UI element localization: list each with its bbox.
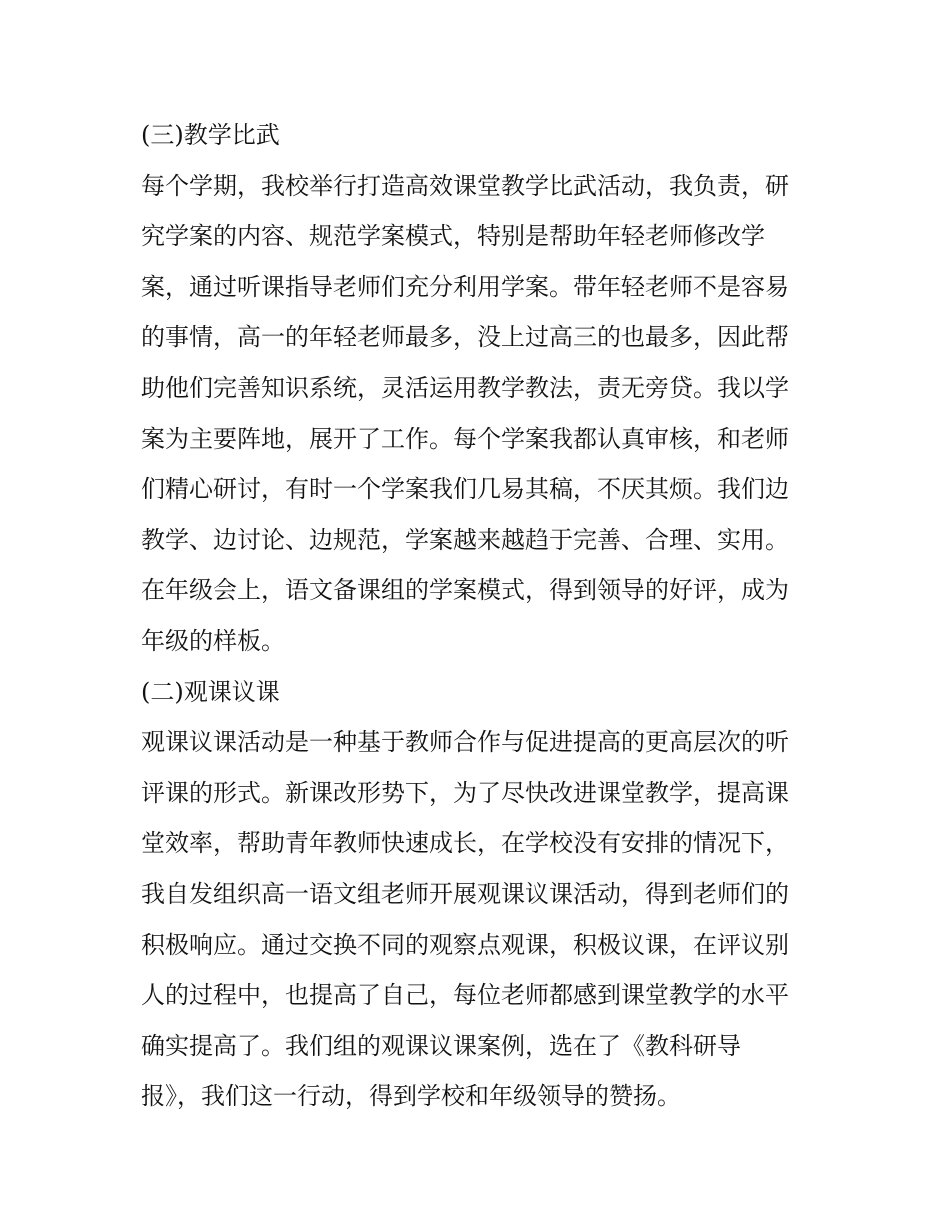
paragraph-line: 年级的样板。 — [141, 626, 285, 655]
paragraph-line: 确实提高了。我们组的观课议课案例，选在了《教科研导 — [141, 1031, 741, 1060]
paragraph-line: 我自发组织高一语文组老师开展观课议课活动，得到老师们的 — [141, 879, 789, 908]
paragraph-line: 们精心研讨，有时一个学案我们几易其稿，不厌其烦。我们边 — [141, 475, 789, 504]
section-heading-teaching-contest: (三)教学比武 — [141, 121, 280, 149]
section-paragraph-teaching-contest — [141, 161, 821, 667]
paragraph-line: 在年级会上，语文备课组的学案模式，得到领导的好评，成为 — [141, 576, 789, 605]
section-paragraph-lesson-observation — [141, 717, 821, 1122]
paragraph-line: 报》，我们这一行动，得到学校和年级领导的赞扬。 — [141, 1082, 681, 1111]
document-body — [141, 110, 821, 1122]
paragraph-line: 堂效率，帮助青年教师快速成长，在学校没有安排的情况下， — [141, 829, 789, 858]
paragraph-line: 观课议课活动是一种基于教师合作与促进提高的更高层次的听 — [141, 728, 789, 757]
paragraph-line: 究学案的内容、规范学案模式，特别是帮助年轻老师修改学 — [141, 222, 765, 251]
section-heading-lesson-observation: (二)观课议课 — [141, 677, 280, 706]
paragraph-line: 评课的形式。新课改形势下，为了尽快改进课堂教学，提高课 — [141, 778, 789, 807]
paragraph-line: 教学、边讨论、边规范，学案越来越趋于完善、合理、实用。 — [141, 525, 789, 554]
paragraph-line: 案为主要阵地，展开了工作。每个学案我都认真审核，和老师 — [141, 424, 789, 453]
paragraph-line: 案，通过听课指导老师们充分利用学案。带年轻老师不是容易 — [141, 272, 789, 301]
paragraph-line: 人的过程中，也提高了自己，每位老师都感到课堂教学的水平 — [141, 981, 789, 1010]
paragraph-line: 助他们完善知识系统，灵活运用教学教法，责无旁贷。我以学 — [141, 373, 789, 402]
paragraph-line: 的事情，高一的年轻老师最多，没上过高三的也最多，因此帮 — [141, 323, 789, 352]
paragraph-line: 积极响应。通过交换不同的观察点观课，积极议课，在评议别 — [141, 930, 789, 959]
paragraph-line: 每个学期，我校举行打造高效课堂教学比武活动，我负责，研 — [141, 171, 789, 200]
